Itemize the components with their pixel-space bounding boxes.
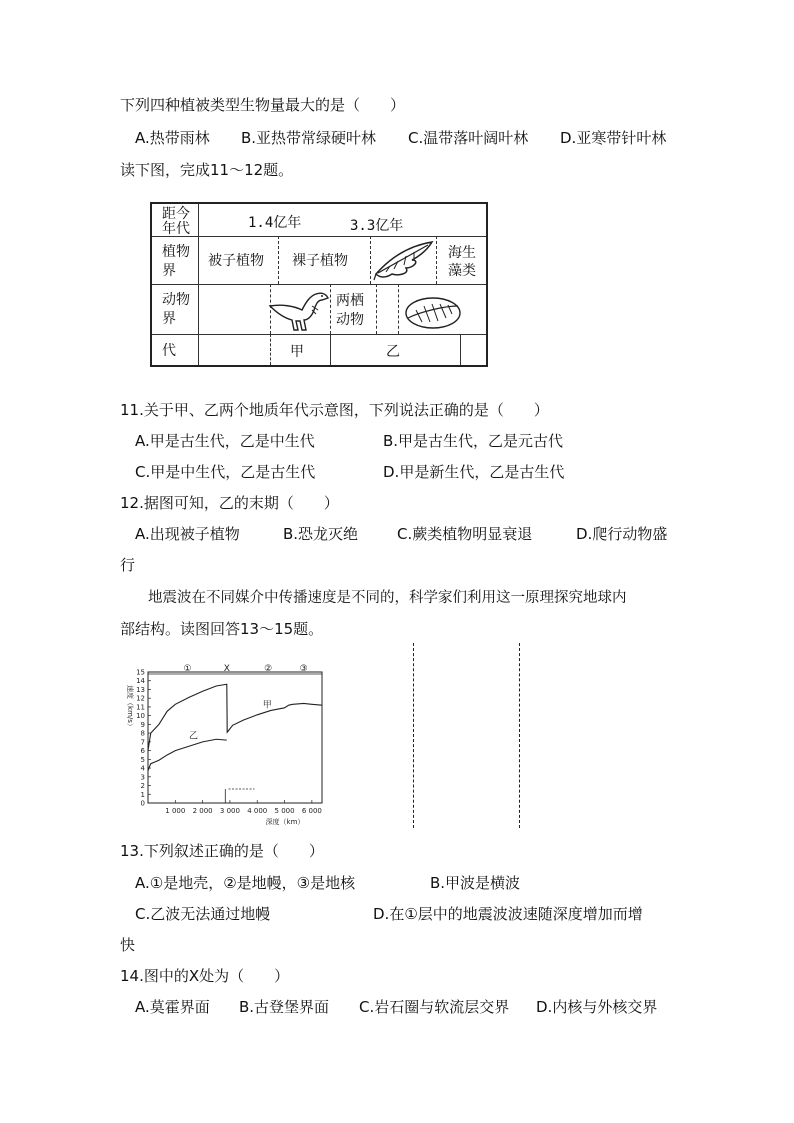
time-label-2: 3.3亿年 — [350, 218, 404, 234]
row-header-plant-2: 界 — [162, 263, 176, 279]
series-line-jia — [148, 684, 322, 750]
y-tick-label: 2 — [140, 782, 145, 791]
q12-option-c: C.蕨类植物明显衰退 — [397, 525, 533, 543]
y-tick-label: 1 — [140, 790, 145, 799]
animal-amphibian: 两栖 — [336, 293, 364, 309]
plant-gymnosperm: 裸子植物 — [292, 253, 348, 269]
x-tick-label: 6 000 — [301, 807, 322, 815]
q10-option-a: A.热带雨林 — [135, 129, 210, 147]
era-yi: 乙 — [386, 344, 400, 360]
y-tick-label: 15 — [136, 668, 145, 677]
q14-option-d: D.内核与外核交界 — [536, 998, 658, 1016]
q12-option-a: A.出现被子植物 — [135, 525, 240, 543]
q13-stem: 13.下列叙述正确的是（ ） — [120, 842, 324, 860]
q11-option-a: A.甲是古生代，乙是中生代 — [135, 432, 315, 450]
y-tick-label: 5 — [140, 755, 145, 764]
q12-option-d: D.爬行动物盛 — [576, 525, 668, 543]
y-tick-label: 14 — [136, 677, 145, 686]
q12-option-b: B.恐龙灭绝 — [283, 525, 359, 543]
top-label: ③ — [299, 664, 308, 674]
x-tick-label: 3 000 — [219, 807, 240, 815]
y-tick-label: 9 — [140, 720, 145, 729]
q12-option-d-wrap: 行 — [120, 556, 136, 574]
q11-stem: 11.关于甲、乙两个地质年代示意图，下列说法正确的是（ ） — [120, 401, 549, 419]
q14-option-a: A.莫霍界面 — [135, 998, 210, 1016]
y-tick-label: 13 — [136, 685, 145, 694]
animal-amphibian-2: 动物 — [336, 312, 364, 328]
q14-option-c: C.岩石圈与软流层交界 — [359, 998, 510, 1016]
plant-algae-2: 藻类 — [448, 263, 476, 279]
row-header-age-2: 年代 — [162, 221, 190, 237]
dashed-divider-left — [413, 643, 414, 828]
series-label: 乙 — [188, 731, 198, 742]
series-label: 甲 — [262, 700, 272, 711]
y-tick-label: 3 — [140, 773, 145, 782]
y-axis-label: 速度（km/s） — [126, 685, 134, 730]
intro-13-15-line2: 部结构。读图回答13～15题。 — [120, 620, 324, 638]
y-tick-label: 12 — [136, 694, 145, 703]
q13-option-d-wrap: 快 — [120, 936, 136, 954]
y-tick-label: 4 — [140, 764, 145, 773]
row-header-animal: 动物 — [162, 292, 190, 308]
q10-option-c: C.温带落叶阔叶林 — [408, 129, 529, 147]
y-tick-label: 7 — [140, 738, 145, 747]
dinosaur-icon — [268, 288, 332, 332]
trilobite-icon — [404, 296, 462, 330]
top-label: X — [223, 664, 230, 674]
q13-option-d: D.在①层中的地震波波速随深度增加而增 — [373, 905, 643, 923]
q11-option-b: B.甲是古生代，乙是元古代 — [383, 432, 564, 450]
q14-stem: 14.图中的X处为（ ） — [120, 967, 290, 985]
q13-option-c: C.乙波无法通过地幔 — [135, 905, 271, 923]
plant-angiosperm: 被子植物 — [208, 253, 264, 269]
x-tick-label: 1 000 — [165, 807, 186, 815]
y-tick-label: 11 — [136, 703, 145, 712]
q13-option-a: A.①是地壳，②是地幔，③是地核 — [135, 874, 356, 892]
intro-11-12: 读下图，完成11～12题。 — [120, 161, 294, 179]
geologic-time-table — [150, 202, 488, 367]
era-jia: 甲 — [290, 344, 304, 360]
x-axis-label: 深度（km） — [265, 818, 305, 826]
q11-option-d: D.甲是新生代，乙是古生代 — [383, 463, 565, 481]
plot-frame — [148, 672, 322, 803]
x-tick-label: 2 000 — [192, 807, 213, 815]
top-label: ① — [183, 664, 192, 674]
row-header-plant: 植物 — [162, 244, 190, 260]
dashed-divider-right — [519, 643, 520, 828]
y-tick-label: 6 — [140, 747, 145, 756]
y-tick-label: 10 — [136, 712, 145, 721]
y-tick-label: 0 — [140, 799, 145, 808]
q14-option-b: B.古登堡界面 — [239, 998, 330, 1016]
x-tick-label: 5 000 — [274, 807, 295, 815]
q11-option-c: C.甲是中生代，乙是古生代 — [135, 463, 316, 481]
series-line-yi — [148, 739, 227, 770]
row-header-animal-2: 界 — [162, 311, 176, 327]
row-header-era: 代 — [162, 343, 176, 359]
q10-option-b: B.亚热带常绿硬叶林 — [241, 129, 377, 147]
q13-option-b: B.甲波是横波 — [430, 874, 521, 892]
intro-13-15-line1: 地震波在不同媒介中传播速度是不同的，科学家们利用这一原理探究地球内 — [148, 590, 627, 606]
q10-option-d: D.亚寒带针叶林 — [560, 129, 667, 147]
seismic-wave-chart — [118, 660, 328, 828]
y-tick-label: 8 — [140, 729, 145, 738]
plant-algae: 海生 — [448, 245, 476, 261]
top-label: ② — [264, 664, 273, 674]
q10-stem: 下列四种植被类型生物量最大的是（ ） — [120, 96, 406, 114]
time-label-1: 1.4亿年 — [248, 215, 302, 231]
q12-stem: 12.据图可知，乙的末期（ ） — [120, 494, 339, 512]
fern-leaf-icon — [372, 238, 436, 282]
row-header-age: 距今 — [162, 206, 190, 222]
x-tick-label: 4 000 — [247, 807, 268, 815]
